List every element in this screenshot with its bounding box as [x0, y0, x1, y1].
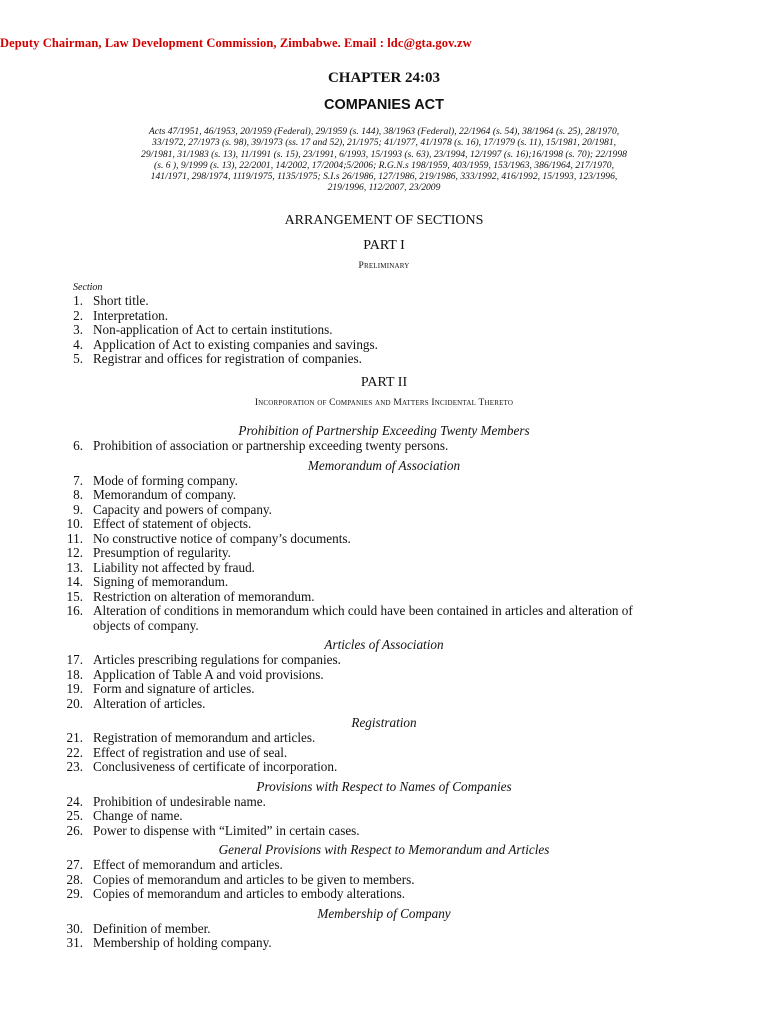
section-number: 16.	[66, 603, 83, 618]
section-entry	[0, 352, 768, 367]
section-entry	[0, 697, 768, 712]
section-entry	[0, 936, 768, 951]
section-entry	[0, 503, 768, 518]
subsection-heading: General Provisions with Respect to Memorandum and Articles	[218, 842, 550, 857]
section-number: 20.	[66, 695, 83, 711]
section-number: 2.	[73, 307, 83, 323]
section-entry	[0, 760, 768, 775]
section-number: 14.	[66, 574, 83, 589]
section-number: 24.	[66, 793, 83, 809]
section-number: 30.	[66, 920, 83, 936]
section-title: Change of name.	[93, 808, 183, 823]
section-entry	[0, 517, 768, 532]
section-number: 26.	[66, 822, 83, 838]
act-title: COMPANIES ACT	[323, 97, 445, 113]
section-number: 29.	[66, 886, 83, 901]
section-title: Effect of statement of objects.	[93, 516, 252, 531]
section-entry	[0, 824, 768, 839]
chapter-number: CHAPTER 24:03	[327, 70, 441, 86]
section-number: 7.	[73, 472, 83, 488]
section-title: Alteration of conditions in memorandum which could have been contained in articles and alteration of objects of company.	[93, 603, 633, 633]
header-note: Deputy Chairman, Law Development Commission, Zimbabwe. Email : ldc@gta.gov.zw	[0, 36, 472, 50]
section-entry	[0, 439, 768, 454]
section-entry	[0, 795, 768, 810]
subsection-heading: Registration	[351, 715, 417, 730]
section-entry	[0, 338, 768, 353]
section-entry	[0, 546, 768, 561]
section-number: 25.	[66, 808, 83, 823]
section-title: Restriction on alteration of memorandum.	[93, 588, 315, 604]
section-title: Alteration of articles.	[93, 695, 206, 711]
section-title: Membership of holding company.	[93, 935, 272, 950]
section-title: Copies of memorandum and articles to be given to members.	[93, 871, 415, 887]
section-entry	[0, 668, 768, 683]
section-entry	[0, 532, 768, 547]
section-title: Prohibition of undesirable name.	[93, 793, 266, 809]
part-2-section-list	[0, 419, 768, 951]
section-number: 9.	[73, 501, 83, 517]
section-title: Liability not affected by fraud.	[93, 559, 255, 575]
section-number: 17.	[66, 652, 83, 667]
section-number: 28.	[66, 871, 83, 887]
section-entry	[0, 809, 768, 824]
section-title: Memorandum of company.	[93, 487, 237, 502]
section-title: Power to dispense with “Limited” in certain cases.	[93, 822, 360, 838]
section-number: 31.	[66, 935, 83, 950]
section-entry	[0, 575, 768, 590]
section-entry	[0, 731, 768, 746]
section-title: Prohibition of association or partnership exceeding twenty persons.	[93, 438, 449, 453]
section-title: Conclusiveness of certificate of incorporation.	[93, 759, 338, 774]
part-2-subtitle: Incorporation of Companies and Matters Incidental Thereto	[254, 398, 514, 408]
section-number: 18.	[66, 666, 83, 682]
section-title: Copies of memorandum and articles to embody alterations.	[93, 886, 406, 901]
subsection-heading: Memorandum of Association	[307, 457, 461, 473]
section-number: 6.	[73, 438, 83, 453]
section-title: Application of Act to existing companies and savings.	[93, 336, 378, 352]
subsection-heading: Prohibition of Partnership Exceeding Twenty Members	[238, 423, 530, 438]
section-entry	[0, 746, 768, 761]
section-entry	[0, 682, 768, 697]
section-number: 8.	[73, 487, 83, 502]
section-entry	[0, 309, 768, 324]
section-number: 5.	[73, 351, 83, 366]
section-number: 12.	[66, 545, 83, 560]
section-number: 13.	[66, 559, 83, 575]
section-title: Capacity and powers of company.	[93, 501, 272, 517]
section-title: Registration of memorandum and articles.	[93, 730, 316, 745]
section-title: Presumption of regularity.	[93, 545, 231, 560]
section-entry	[0, 887, 768, 902]
section-column-label: Section	[73, 282, 103, 293]
section-entry	[0, 294, 768, 309]
section-title: Non-application of Act to certain institutions.	[93, 322, 333, 337]
section-title: Effect of registration and use of seal.	[93, 744, 288, 760]
section-number: 10.	[66, 516, 83, 531]
section-entry	[0, 323, 768, 338]
section-number: 19.	[66, 681, 83, 696]
section-entry	[0, 873, 768, 888]
part-1-subtitle: Preliminary	[358, 261, 410, 271]
section-title: Short title.	[93, 293, 149, 308]
section-number: 23.	[66, 759, 83, 774]
part-1-section-list	[0, 294, 768, 367]
part-1-title: PART I	[363, 238, 405, 253]
section-number: 15.	[66, 588, 83, 604]
section-title: Mode of forming company.	[93, 472, 238, 488]
section-title: Articles prescribing regulations for companies.	[93, 652, 341, 667]
section-number: 4.	[73, 336, 83, 352]
subsection-heading: Articles of Association	[324, 637, 444, 652]
section-entry	[0, 590, 768, 605]
section-number: 1.	[73, 293, 83, 308]
section-title: Definition of member.	[93, 920, 211, 936]
section-number: 21.	[66, 730, 83, 745]
section-number: 3.	[73, 322, 83, 337]
subsection-heading: Membership of Company	[317, 905, 451, 921]
part-2-title: PART II	[360, 375, 408, 390]
arrangement-heading: ARRANGEMENT OF SECTIONS	[284, 213, 484, 228]
section-entry	[0, 922, 768, 937]
section-number: 27.	[66, 857, 83, 872]
section-entry	[0, 604, 768, 633]
section-entry	[0, 488, 768, 503]
section-title: Registrar and offices for registration of companies.	[93, 351, 362, 366]
section-number: 11.	[67, 530, 83, 546]
section-title: Interpretation.	[93, 307, 169, 323]
section-title: Signing of memorandum.	[93, 574, 229, 589]
section-title: Effect of memorandum and articles.	[93, 857, 283, 872]
section-title: Application of Table A and void provisions.	[93, 666, 324, 682]
amendment-list: Acts 47/1951, 46/1953, 20/1959 (Federal), 29/1959 (s. 144), 38/1963 (Federal), 22/1964 (s. 54), 38/1964 (s. 25), 28/1970, 33/1972, 27/1973 (s. 98), 39/1973 (ss. 17 and 52), 21/1975; 41/1977, 41/1978 (s. 16), 17/1979 (s. 11), 15/1981, 20/1981, 29/1981, 31/1983 (s. 13), 11/1991 (s. 15), 23/1991, 6/1993, 15/1993 (s. 63), 23/1994, 12/1997 (s. 16);16/1998 (s. 70); 22/1998 (s. 6 ), 9/1999 (s. 13), 22/2001, 14/2002, 17/2004;5/2006; R.G.N.s 198/1959, 403/1959, 153/1963, 386/1964, 217/1970, 141/1971, 298/1974, 1119/1975, 1135/1975; S.I.s 26/1986, 127/1986, 219/1986, 333/1992, 416/1992, 15/1993, 123/1996, 219/1996, 112/2007, 23/2009	[141, 126, 627, 194]
section-entry	[0, 653, 768, 668]
section-title: No constructive notice of company’s documents.	[93, 530, 351, 546]
subsection-heading: Provisions with Respect to Names of Companies	[256, 778, 512, 794]
section-entry	[0, 474, 768, 489]
section-entry	[0, 561, 768, 576]
section-title: Form and signature of articles.	[93, 681, 255, 696]
section-entry	[0, 858, 768, 873]
section-number: 22.	[66, 744, 83, 760]
